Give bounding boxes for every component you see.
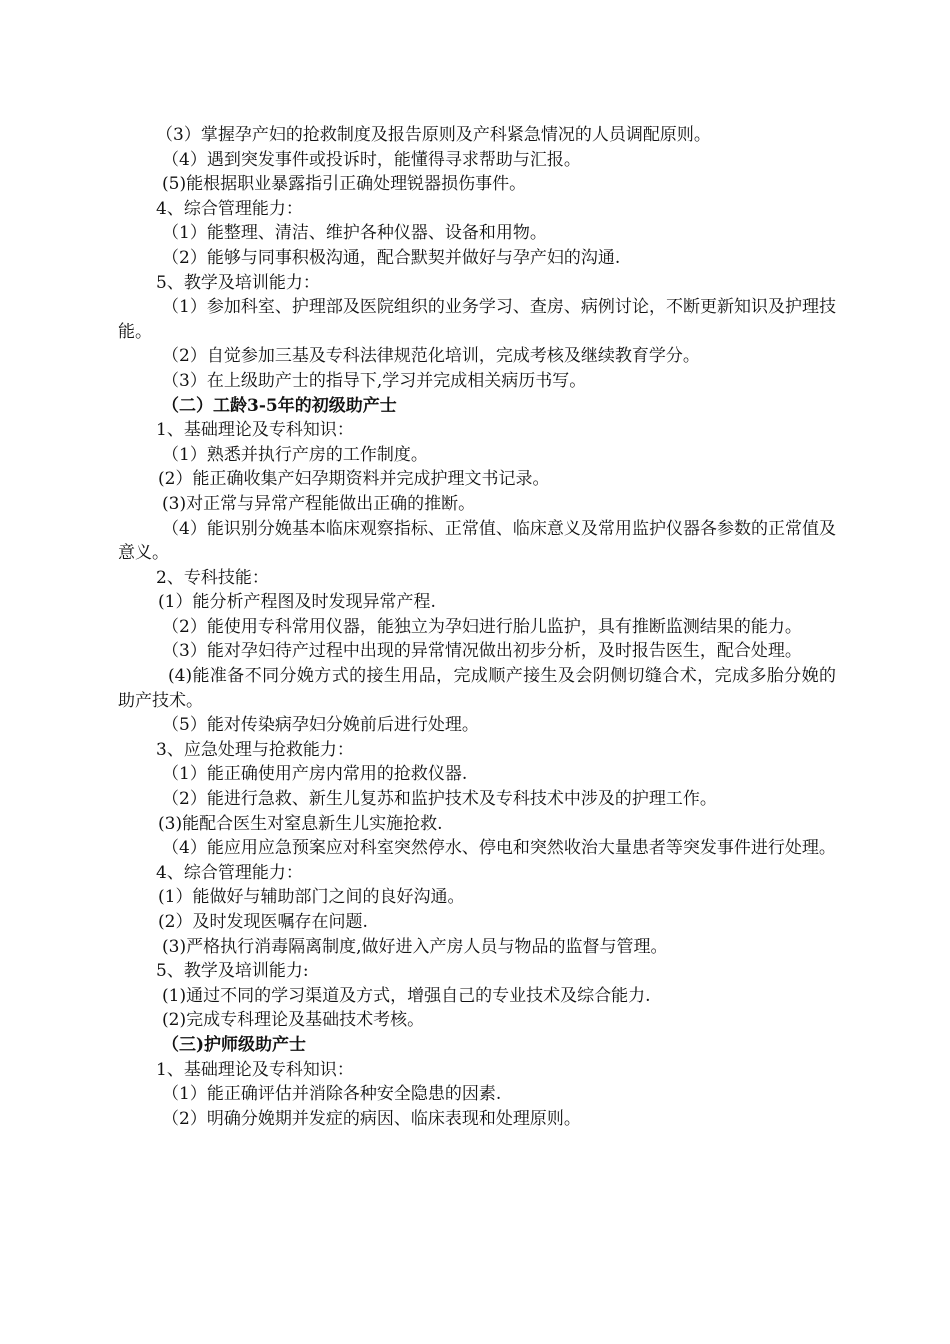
section-heading: 1、基础理论及专科知识：: [156, 1059, 354, 1080]
paragraph: （1）参加科室、护理部及医院组织的业务学习、查房、病例讨论，不断更新知识及护理技能。: [118, 297, 836, 342]
paragraph: (3)对正常与异常产程能做出正确的推断。: [162, 493, 476, 514]
document-page: [118, 123, 836, 1131]
paragraph: (4)能准备不同分娩方式的接生用品，完成顺产接生及会阴侧切缝合术，完成多胎分娩的助产技术。: [118, 666, 836, 711]
paragraph: （2）能使用专科常用仪器，能独立为孕妇进行胎儿监护，具有推断监测结果的能力。: [162, 616, 802, 637]
section-heading: 2、专科技能：: [156, 567, 269, 588]
paragraph: （1）熟悉并执行产房的工作制度。: [162, 444, 428, 465]
chapter-heading: （二）工龄3-5年的初级助产士: [162, 395, 397, 416]
paragraph: （3）能对孕妇待产过程中出现的异常情况做出初步分析，及时报告医生，配合处理。: [162, 641, 802, 662]
paragraph: （3）掌握孕产妇的抢救制度及报告原则及产科紧急情况的人员调配原则。: [156, 125, 711, 145]
paragraph: (2)完成专科理论及基础技术考核。: [162, 1010, 425, 1031]
section-heading: 4、综合管理能力：: [156, 198, 303, 219]
paragraph: (1）能做好与辅助部门之间的良好沟通。: [158, 887, 465, 908]
paragraph: （1）能正确使用产房内常用的抢救仪器.: [162, 764, 468, 785]
paragraph: (3)严格执行消毒隔离制度,做好进入产房人员与物品的监督与管理。: [162, 936, 668, 957]
paragraph: （3）在上级助产士的指导下,学习并完成相关病历书写。: [162, 370, 587, 391]
paragraph: (1)通过不同的学习渠道及方式，增强自己的专业技术及综合能力.: [162, 985, 651, 1006]
paragraph: （4）能应用应急预案应对科室突然停水、停电和突然收治大量患者等突发事件进行处理。: [162, 838, 836, 859]
section-heading: 3、应急处理与抢救能力：: [156, 739, 354, 760]
paragraph: （4）能识别分娩基本临床观察指标、正常值、临床意义及常用监护仪器各参数的正常值及意义。: [118, 518, 836, 564]
paragraph: （2）明确分娩期并发症的病因、临床表现和处理原则。: [162, 1108, 581, 1129]
paragraph: (1）能分析产程图及时发现异常产程.: [158, 592, 436, 613]
paragraph: （2）自觉参加三基及专科法律规范化培训，完成考核及继续教育学分。: [162, 346, 700, 367]
paragraph: (2）及时发现医嘱存在问题.: [158, 912, 368, 932]
paragraph: (5)能根据职业暴露指引正确处理锐器损伤事件。: [162, 174, 527, 195]
section-heading: 1、基础理论及专科知识：: [156, 420, 354, 441]
paragraph: （5）能对传染病孕妇分娩前后进行处理。: [162, 715, 479, 736]
paragraph: （1）能整理、清洁、维护各种仪器、设备和用物。: [162, 223, 547, 244]
paragraph: (2）能正确收集产妇孕期资料并完成护理文书记录。: [158, 469, 550, 490]
section-heading: 5、教学及培训能力:: [156, 961, 309, 982]
section-heading: 4、综合管理能力：: [156, 862, 303, 883]
paragraph: （4）遇到突发事件或投诉时，能懂得寻求帮助与汇报。: [162, 149, 581, 170]
paragraph: （1）能正确评估并消除各种安全隐患的因素.: [162, 1084, 502, 1105]
paragraph: （2）能够与同事积极沟通，配合默契并做好与孕产妇的沟通.: [162, 247, 621, 268]
paragraph: (3)能配合医生对窒息新生儿实施抢救.: [158, 813, 443, 834]
section-heading: 5、教学及培训能力：: [156, 272, 320, 293]
paragraph: （2）能进行急救、新生儿复苏和监护技术及专科技术中涉及的护理工作。: [162, 789, 717, 810]
chapter-heading: （三)护师级助产士: [162, 1034, 307, 1055]
